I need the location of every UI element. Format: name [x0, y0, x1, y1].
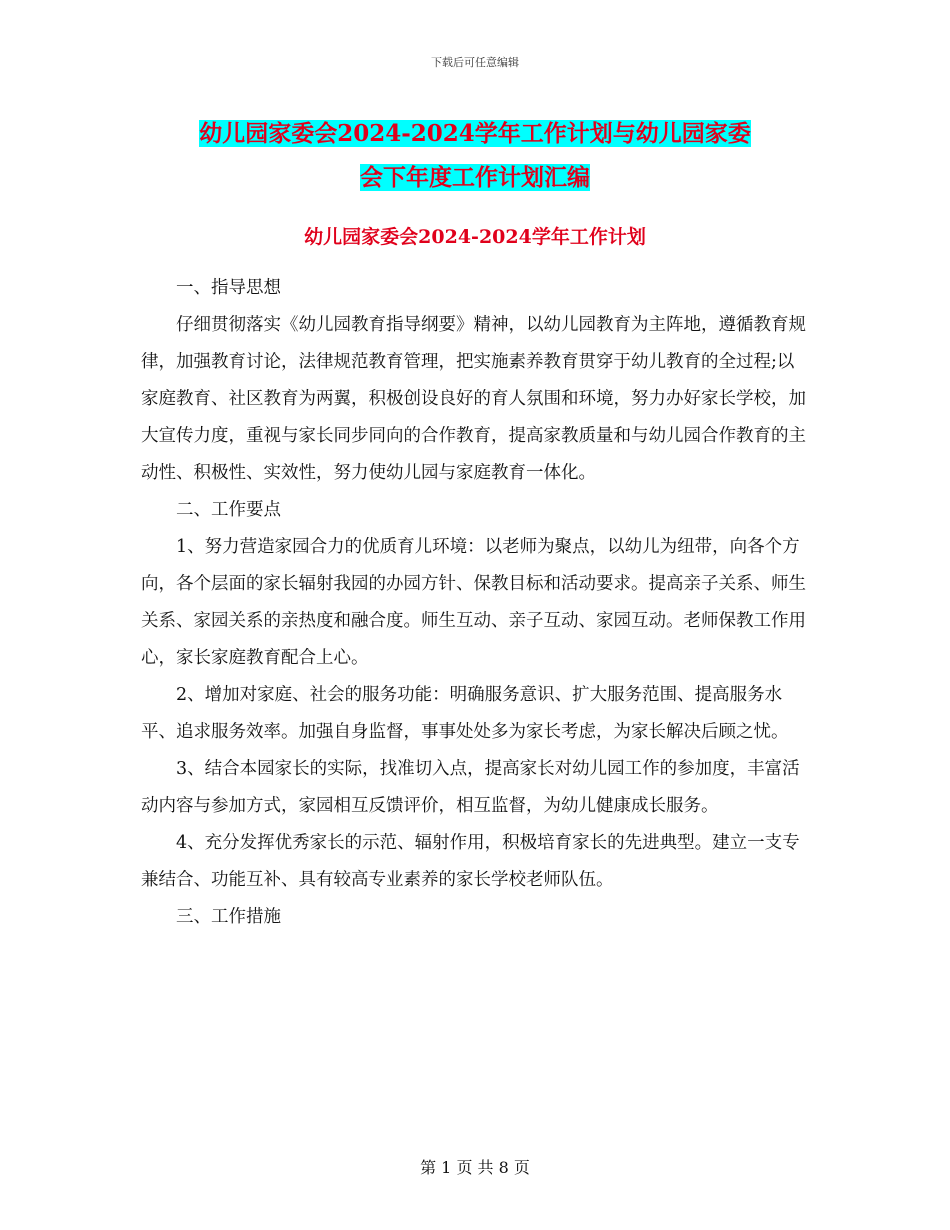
document-title [150, 112, 800, 200]
document-title-line-1: 幼儿园家委会2024-2024学年工作计划与幼儿园家委 [199, 120, 751, 147]
section-title: 幼儿园家委会2024-2024学年工作计划 [304, 226, 646, 248]
paragraph-guiding-ideology: 仔细贯彻落实《幼儿园教育指导纲要》精神，以幼儿园教育为主阵地，遵循教育规律，加强教育讨论，法律规范教育管理，把实施素养教育贯穿于幼儿教育的全过程;以家庭教育、社区教育为两翼，积极创设良好的育人氛围和环境，努力办好家长学校，加大宣传力度，重视与家长同步同向的合作教育，提高家教质量和与幼儿园合作教育的主动性、积极性、实效性，努力使幼儿园与家庭教育一体化。 [141, 315, 806, 483]
paragraph-point-4: 4、充分发挥优秀家长的示范、辐射作用，积极培育家长的先进典型。建立一支专兼结合、功能互补、具有较高专业素养的家长学校老师队伍。 [141, 833, 800, 890]
document-title-line-2: 会下年度工作计划汇编 [360, 164, 590, 191]
page-number-footer: 第 1 页 共 8 页 [420, 1158, 530, 1177]
heading-work-measures: 三、工作措施 [176, 907, 281, 927]
heading-guiding-ideology: 一、指导思想 [176, 278, 281, 298]
document-body [141, 270, 809, 936]
page-header: 下载后可任意编辑 [431, 56, 519, 69]
paragraph-point-3: 3、结合本园家长的实际，找准切入点，提高家长对幼儿园工作的参加度，丰富活动内容与参加方式，家园相互反馈评价，相互监督，为幼儿健康成长服务。 [141, 759, 800, 816]
paragraph-point-1: 1、努力营造家园合力的优质育儿环境：以老师为聚点，以幼儿为纽带，向各个方向，各个层面的家长辐射我园的办园方针、保教目标和活动要求。提高亲子关系、师生关系、家园关系的亲热度和融合度。师生互动、亲子互动、家园互动。老师保教工作用心，家长家庭教育配合上心。 [141, 537, 806, 668]
heading-work-points: 二、工作要点 [176, 500, 281, 520]
paragraph-point-2: 2、增加对家庭、社会的服务功能：明确服务意识、扩大服务范围、提高服务水平、追求服务效率。加强自身监督，事事处处多为家长考虑，为家长解决后顾之忧。 [141, 685, 789, 742]
